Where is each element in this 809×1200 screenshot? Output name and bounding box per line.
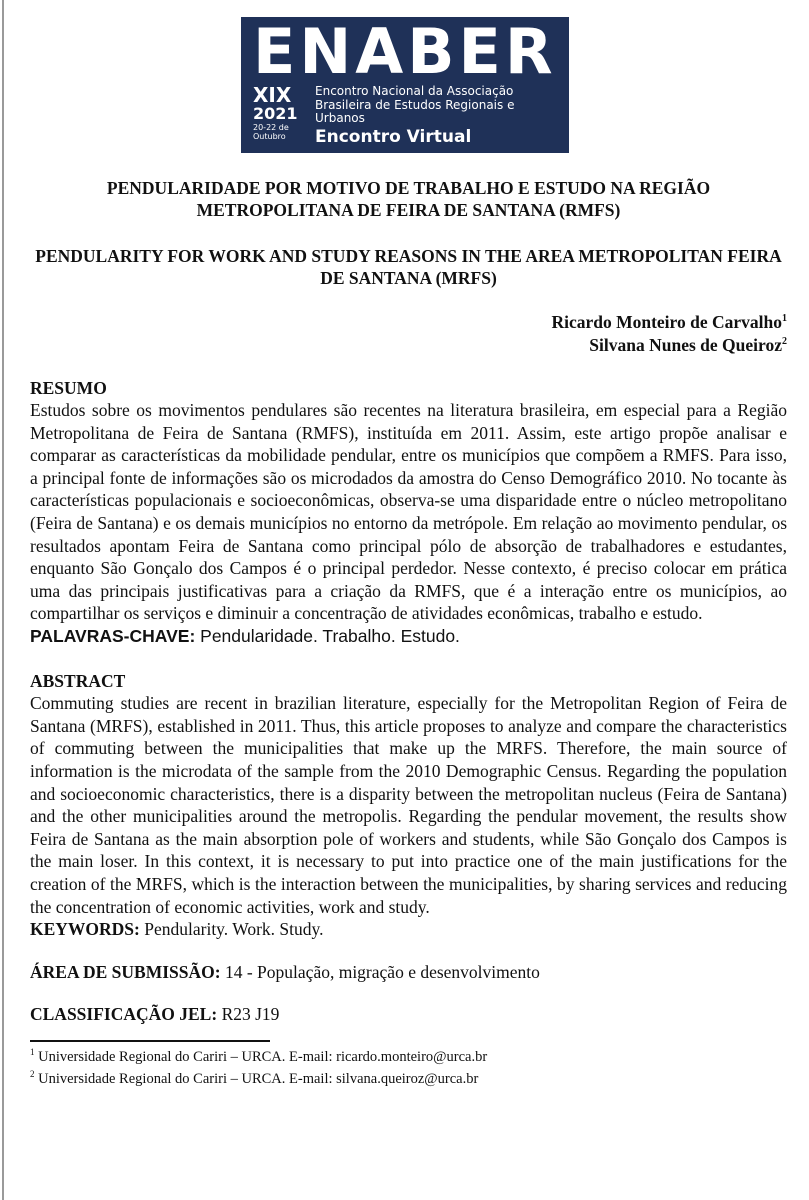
logo-title: ENABER: [253, 15, 557, 88]
logo-left-column: [253, 85, 309, 141]
logo-year: 2021: [253, 104, 298, 123]
abstract-keywords: KEYWORDS: Pendularity. Work. Study.: [30, 919, 324, 940]
title-en: PENDULARITY FOR WORK AND STUDY REASONS IN THE AREA METROPOLITAN FEIRA DE SANTANA (MRFS): [35, 245, 782, 288]
author-2: Silvana Nunes de Queiroz$^2$: [589, 334, 787, 355]
enaber-logo: [241, 17, 569, 153]
abstract-section: [30, 670, 787, 941]
footnote-1: $^1$ Universidade Regional do Cariri – URCA. E-mail: ricardo.monteiro@urca.br: [30, 1047, 488, 1065]
resumo-text: Estudos sobre os movimentos pendulares são recentes na literatura brasileira, em especial para a Região Metropolitana de Feira de Santana (RMFS), instituída em 2011. Assim, este artigo propõe analisar e comparar as características da mobilidade pendular, entre os municípios que compõem a RMFS. Para isso, a principal fonte de informações são os microdados da amostra do Censo Demográfico 2010. No tocante às características populacionais e socioeconômicas, observa-se uma disparidade entre o núcleo metropolitano (Feira de Santana) e os demais municípios no entorno da metrópole. Em relação ao movimento pendular, os resultados apontam Feira de Santana como principal pólo de absorção de trabalhadores e estudantes, enquanto São Gonçalo dos Campos é o principal perdedor. Nesse contexto, é preciso colocar em prática uma das principais justificativas para a criação da RMFS, que é a interação entre os municípios, ao compartilhar os serviços e diminuir a concentração de atividades econômicas, trabalho e estudo.: [30, 400, 787, 624]
author-1: Ricardo Monteiro de Carvalho$^1$: [551, 311, 787, 332]
logo-row: [253, 85, 561, 147]
resumo-keywords: PALAVRAS-CHAVE: Pendularidade. Trabalho. Estudo.: [30, 626, 460, 647]
authors: [30, 311, 787, 357]
resumo-heading: RESUMO: [30, 377, 107, 398]
title-pt: PENDULARIDADE POR MOTIVO DE TRABALHO E ESTUDO NA REGIÃO METROPOLITANA DE FEIRA DE SANTANA (RMFS): [106, 177, 711, 220]
jel-classification: CLASSIFICAÇÃO JEL: R23 J19: [30, 1004, 280, 1025]
abstract-heading: ABSTRACT: [30, 670, 126, 691]
abstract-text: Commuting studies are recent in brazilian literature, especially for the Metropolitan Region of Feira de Santana (MRFS), established in 2011. Thus, this article proposes to analyze and compare the characteristics of commuting between the municipalities that make up the MRFS. Therefore, the main source of information is the microdata of the sample from the 2010 Demographic Census. Regarding the population and socioeconomic characteristics, there is a disparity between the metropolitan nucleus (Feira de Santana) and the other municipalities around the metropolis. Regarding the pendular movement, the results show Feira de Santana as the main absorption pole of workers and students, while São Gonçalo dos Campos is the main loser. In this context, it is necessary to put into practice one of the main justifications for the creation of the MRFS, which is the interaction between the municipalities, by sharing services and reducing the concentration of economic activities, work and study.: [30, 693, 787, 917]
page-edge: [2, 0, 4, 1200]
logo-right-column: [315, 85, 561, 147]
logo-description: Encontro Nacional da Associação Brasileira de Estudos Regionais e Urbanos: [315, 84, 515, 125]
resumo-section: [30, 377, 787, 648]
footnote-rule: [30, 1040, 270, 1042]
footnote-2: $^2$ Universidade Regional do Cariri – URCA. E-mail: silvana.queiroz@urca.br: [30, 1069, 479, 1087]
logo-mode: Encontro Virtual: [315, 126, 472, 147]
logo-edition: XIX: [253, 83, 292, 107]
submission-area: ÁREA DE SUBMISSÃO: 14 - População, migração e desenvolvimento: [30, 961, 540, 982]
logo-dates: 20-22 de Outubro: [253, 123, 289, 141]
